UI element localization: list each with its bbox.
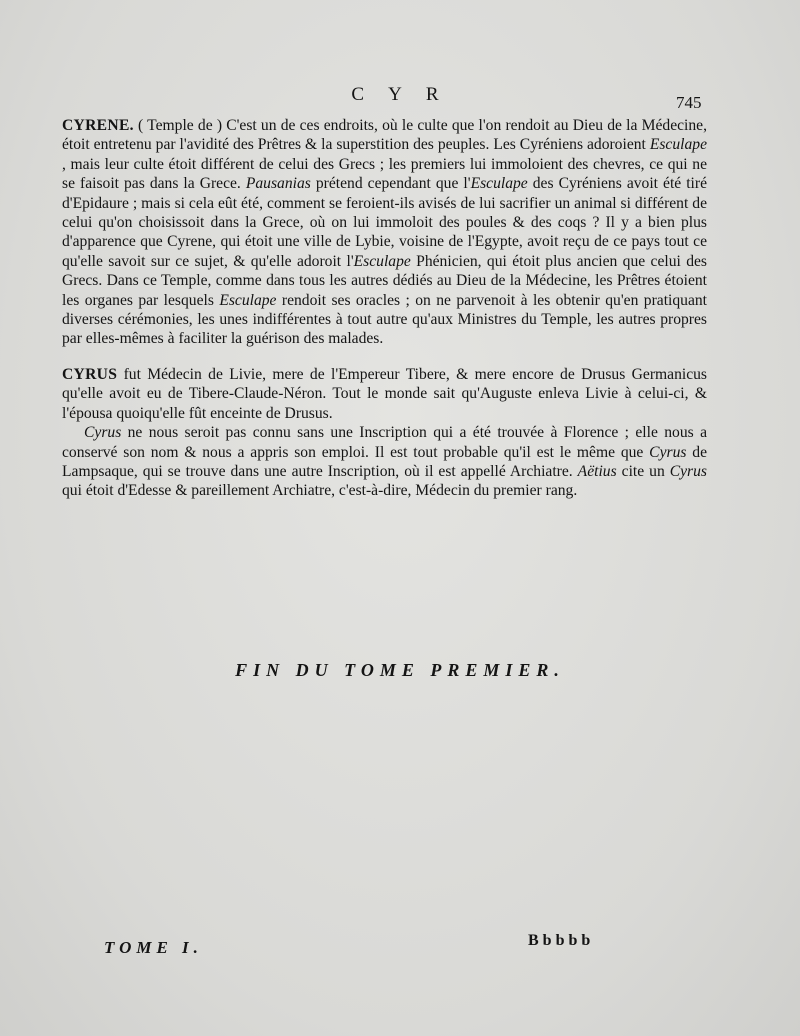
italic-term: Esculape	[470, 175, 528, 193]
footer-signature: Bbbbb	[528, 932, 595, 949]
entry-text: des Cyréniens avoit été tiré d'Epidaure ; mais si cela eût été, comment se feroient-ils avisés de lui sacrifier un animal si différent de celui qu'on choisissoit dans la Grece, où on lui immoloit des poules & des coqs ? Il y a bien plus d'apparence que Cyrene, qui étoit une ville de Lybie, voisine de l'Egypte, avoit reçu de ce pays tout ce qu'elle savoit sur ce sujet, & qu'elle adoroit l'	[62, 175, 707, 270]
closing-line: FIN DU TOME PREMIER.	[235, 660, 565, 680]
running-head: C Y R	[351, 84, 449, 105]
entry-text: ne nous seroit pas connu sans une Inscription qui a été trouvée à Florence ; elle nous a conservé son nom & nous a appris son emploi. Il est tout probable qu'il est le même que	[62, 424, 707, 461]
dictionary-text	[62, 116, 707, 501]
italic-term: Esculape	[219, 291, 277, 309]
entry-text: , mais leur culte étoit différent de celui des Grecs ; les premiers lui immoloient des chevres, ce qui ne se faisoit pas dans la Grece.	[62, 155, 707, 193]
entry-text: cite un	[616, 462, 670, 480]
entry-text: qui étoit d'Edesse & pareillement Archiatre, c'est-à-dire, Médecin du premier rang.	[62, 482, 578, 500]
italic-term: Cyrus	[84, 424, 122, 442]
entry-text: rendoit ses oracles ; on ne parvenoit à les obtenir qu'en pratiquant diverses cérémonies, les unes indifférentes à tout autre qu'aux Ministres du Temple, les autres propres par elles-mêmes à faciliter la guérison des malades.	[62, 291, 708, 348]
italic-term: Aëtius	[577, 462, 617, 480]
footer-volume: TOME I.	[104, 938, 203, 957]
entry-cyrus	[62, 365, 707, 423]
italic-term: Cyrus	[669, 462, 707, 480]
page-number: 745	[676, 93, 702, 112]
entry-text: de Lampsaque, qui se trouve dans une autre Inscription, où il est appellé Archiatre.	[62, 443, 707, 480]
entry-headword: CYRUS	[62, 365, 118, 383]
entry-text: prétend cependant que l'	[310, 175, 471, 193]
entry-text: Phénicien, qui étoit plus ancien que celui des Grecs. Dans ce Temple, comme dans tous les autres dédiés au Dieu de la Médecine, les Prêtres étoient les organes par lesquels	[62, 252, 708, 309]
italic-term: Pausanias	[245, 175, 311, 193]
italic-term: Cyrus	[649, 443, 687, 461]
entry-text: fut Médecin de Livie, mere de l'Empereur Tibere, & mere encore de Drusus Germanicus qu'elle avoit eu de Tibere-Claude-Néron. Tout le monde sait qu'Auguste enleva Livie à celui-ci, & l'épousa quoiqu'elle fût enceinte de Drusus.	[62, 365, 707, 422]
italic-term: Esculape	[649, 136, 707, 154]
italic-term: Esculape	[353, 252, 411, 270]
entry-cyrene	[62, 116, 707, 349]
entry-text: ( Temple de ) C'est un de ces endroits, où le culte que l'on rendoit au Dieu de la Médecine, étoit entretenu par l'avidité des Prêtres & la superstition des peuples. Les Cyréniens adoroient	[62, 117, 707, 154]
entry-cyrus-continued	[62, 423, 707, 501]
entry-headword: CYRENE.	[62, 117, 134, 134]
